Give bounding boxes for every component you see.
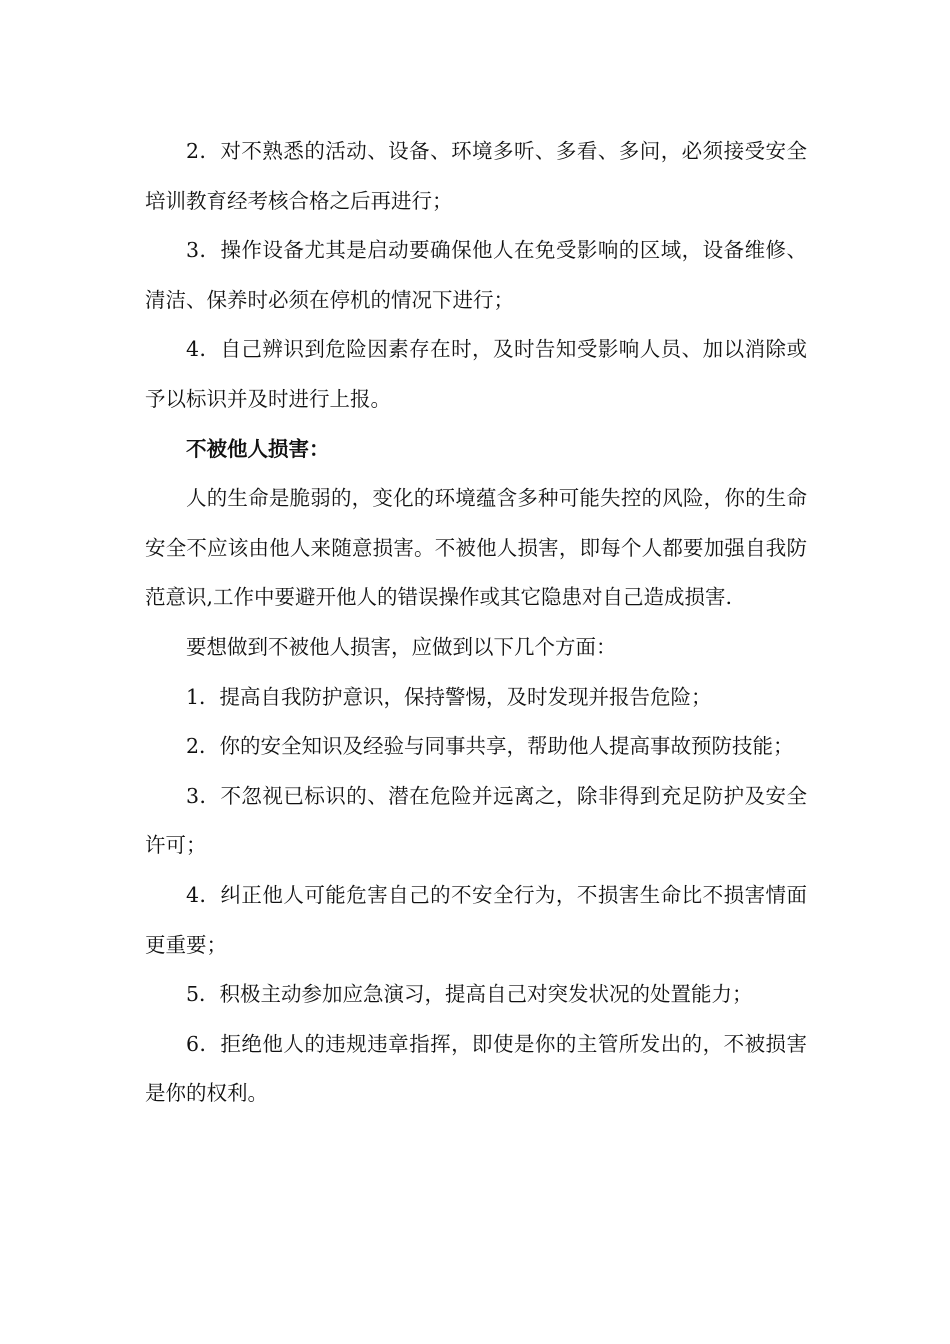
list-item-6: 6．拒绝他人的违规违章指挥，即使是你的主管所发出的，不被损害是你的权利。 bbox=[145, 1031, 807, 1106]
list-item-3: 3．不忽视已标识的、潜在危险并远离之，除非得到充足防护及安全许可； bbox=[145, 783, 807, 858]
section-heading: 不被他人损害： bbox=[186, 436, 330, 461]
list-item-2: 2．你的安全知识及经验与同事共享，帮助他人提高事故预防技能； bbox=[186, 734, 794, 759]
list-item-1: 1．提高自我防护意识，保持警惕，及时发现并报告危险； bbox=[186, 684, 712, 709]
paragraph-item-2-familiarize: 2．对不熟悉的活动、设备、环境多听、多看、多问，必须接受安全培训教育经考核合格之后再进行； bbox=[145, 139, 807, 213]
list-item-5: 5．积极主动参加应急演习，提高自己对突发状况的处置能力； bbox=[186, 982, 753, 1007]
document-body bbox=[145, 127, 807, 1119]
paragraph-intro: 人的生命是脆弱的，变化的环境蕴含多种可能失控的风险，你的生命安全不应该由他人来随意损害。不被他人损害，即每个人都要加强自我防范意识,工作中要避开他人的错误操作或其它隐患对自己造成损害. bbox=[145, 486, 807, 610]
paragraph-lead-in: 要想做到不被他人损害，应做到以下几个方面： bbox=[186, 634, 617, 659]
list-item-4: 4．纠正他人可能危害自己的不安全行为，不损害生命比不损害情面更重要； bbox=[145, 882, 807, 957]
paragraph-item-3-equipment-operation: 3．操作设备尤其是启动要确保他人在免受影响的区域，设备维修、清洁、保养时必须在停机的情况下进行； bbox=[145, 238, 807, 312]
paragraph-item-4-hazard-report: 4．自己辨识到危险因素存在时，及时告知受影响人员、加以消除或予以标识并及时进行上报。 bbox=[145, 337, 807, 411]
